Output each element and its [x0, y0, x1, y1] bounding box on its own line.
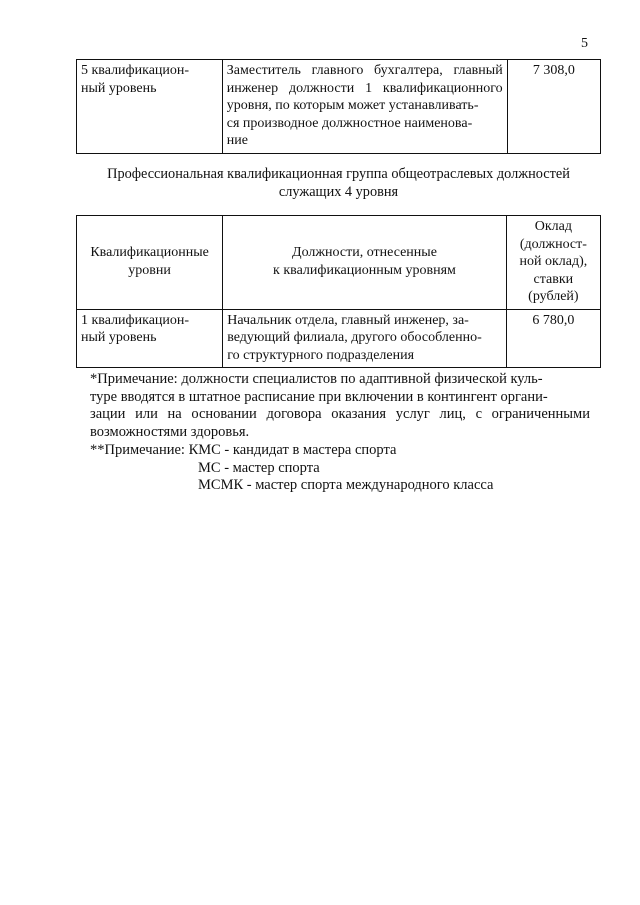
positions-text: Начальник отдела, главный инженер, за- ведующий филиала, другого обособленно- го структурного подразделения: [227, 312, 482, 363]
header-positions: [223, 216, 507, 310]
positions-text: Заместитель главного бухгалтера, главный инженер должности 1 квалификационного уровня, по которым может устанавливать- ся производное должностное наименова- ние: [226, 63, 503, 148]
table-header-row: [77, 216, 601, 310]
salary-value: 7 308,0: [532, 63, 575, 78]
positions-cell: [223, 309, 507, 368]
header-qualification-levels: [77, 216, 223, 310]
salary-cell: [507, 60, 600, 154]
note-adaptive-specialists-text: *Примечание: должности специалистов по адаптивной физической куль- туре вводятся в штатное расписание при включении в контингент органи- зации или на основании договора оказания услуг лиц, с ограниченными возможностями здоровья.: [90, 371, 590, 440]
header-positions-text: Должности, отнесенные к квалификационным уровням: [273, 245, 456, 278]
positions-cell: [222, 60, 507, 154]
qualification-level-cell: [77, 60, 223, 154]
qualification-level-text: 5 квалификацион- ный уровень: [81, 63, 190, 96]
salary-table-level3-continued: [76, 59, 601, 154]
header-salary-text: Оклад (должност- ной оклад), ставки (рублей): [519, 219, 588, 304]
qualification-level-cell: [77, 309, 223, 368]
table-row: [77, 60, 601, 154]
note-abbreviation-kms: **Примечание: КМС - кандидат в мастера спорта: [90, 442, 397, 458]
qualification-level-text: 1 квалификацион- ный уровень: [81, 312, 190, 345]
header-salary: [506, 216, 600, 310]
note-abbreviation-msmk: МСМК - мастер спорта международного класса: [198, 477, 494, 493]
salary-value: 6 780,0: [532, 312, 575, 328]
salary-cell: [506, 309, 600, 368]
note-abbreviation-ms: МС - мастер спорта: [198, 459, 320, 476]
note-abbreviations: [90, 442, 590, 495]
page-number: 5: [581, 36, 588, 51]
salary-table-level4: [76, 215, 601, 368]
section-heading: Профессиональная квалификационная группа общеотраслевых должностей служащих 4 уровня: [107, 166, 570, 200]
header-qualification-levels-text: Квалификационные уровни: [90, 245, 209, 278]
table-row: [77, 309, 601, 368]
note-adaptive-specialists: [90, 371, 590, 441]
notes-block: [90, 371, 590, 495]
